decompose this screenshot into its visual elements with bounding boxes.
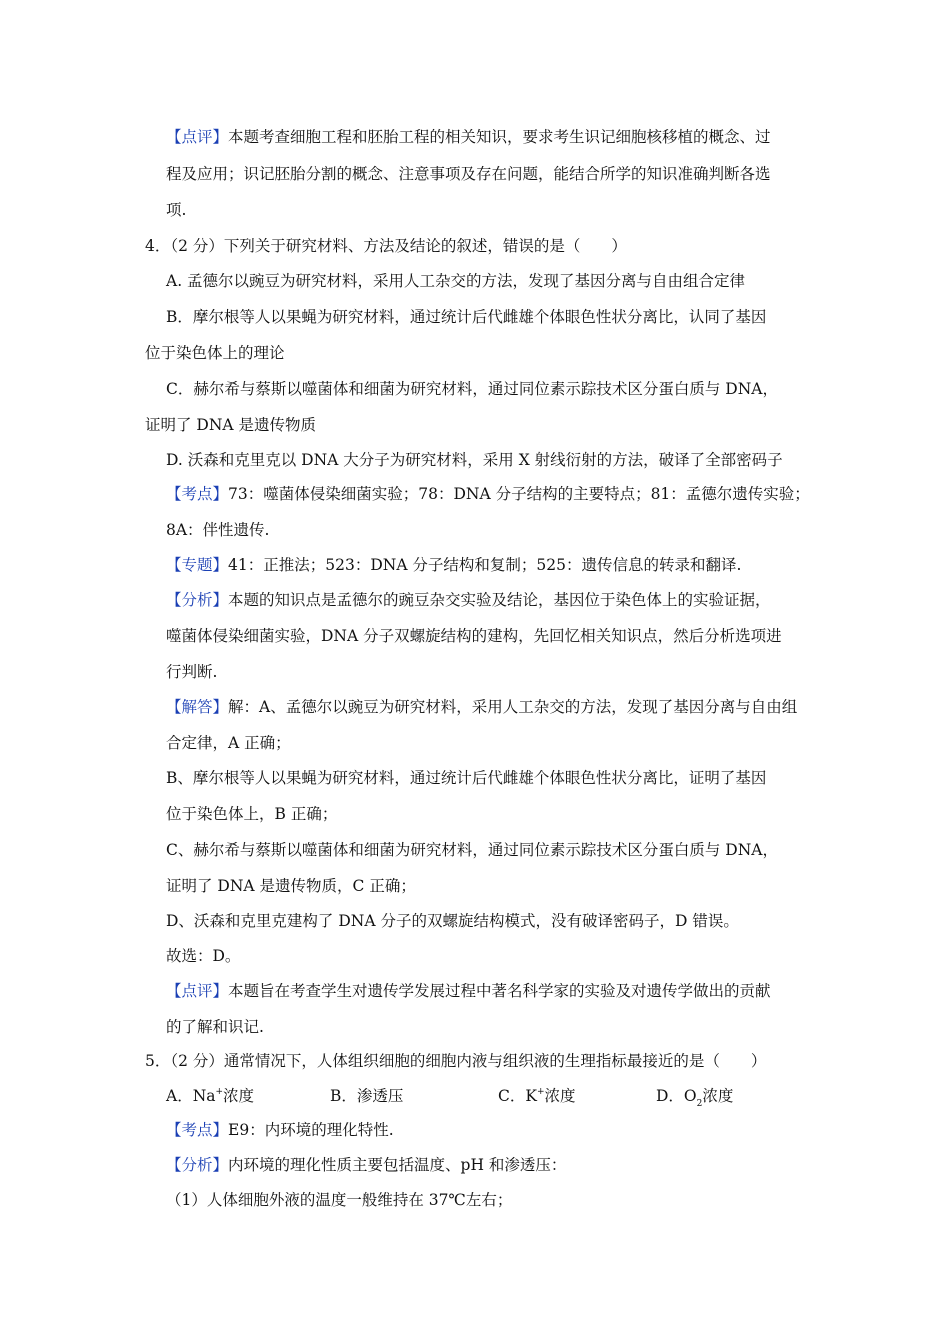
q5-option-d: D．$O_2$浓度 <box>656 1087 734 1110</box>
q4-stem: 4．（2 分）下列关于研究材料、方法及结论的叙述，错误的是（ ） <box>145 237 627 255</box>
q4-option-d: D. 沃森和克里克以 DNA 大分子为研究材料，采用 X 射线衍射的方法，破译了全部密码子 <box>166 451 783 469</box>
q4-option-b-line-2: 位于染色体上的理论 <box>145 344 285 362</box>
q4-kaodian-line-2: 8A：伴性遗传. <box>166 521 270 539</box>
q4-fenxi-line-3: 行判断. <box>166 663 218 681</box>
q3-review-line-1: 【点评】本题考查细胞工程和胚胎工程的相关知识，要求考生识记细胞核移植的概念、过 <box>166 128 771 146</box>
kaodian-tag: 【考点】 <box>166 485 229 503</box>
q5-point-1: （1）人体细胞外液的温度一般维持在 37℃左右； <box>166 1191 513 1209</box>
q4-jieda-line-1: 【解答】解：A、孟德尔以豌豆为研究材料，采用人工杂交的方法，发现了基因分离与自由组 <box>166 698 798 716</box>
q5-kaodian: 【考点】E9：内环境的理化特性. <box>166 1121 394 1139</box>
q5-option-c: C．K+浓度 <box>498 1086 576 1105</box>
q4-dianping-line-1: 【点评】本题旨在考查学生对遗传学发展过程中著名科学家的实验及对遗传学做出的贡献 <box>166 982 771 1000</box>
q4-option-a: A. 孟德尔以豌豆为研究材料，采用人工杂交的方法，发现了基因分离与自由组合定律 <box>166 272 746 290</box>
q3-review-line-2: 程及应用；识记胚胎分割的概念、注意事项及存在问题，能结合所学的知识准确判断各选 <box>166 165 771 183</box>
q4-jieda-line-3: B、摩尔根等人以果蝇为研究材料，通过统计后代雌雄个体眼色性状分离比，证明了基因 <box>166 769 767 787</box>
q3-review-line-3: 项. <box>166 201 187 219</box>
review-tag: 【点评】 <box>166 128 229 146</box>
q4-jieda-line-8: 故选：D。 <box>166 947 241 965</box>
q5-option-a: A．Na+浓度 <box>166 1086 255 1105</box>
q4-jieda-line-2: 合定律，A 正确； <box>166 734 291 752</box>
q4-dianping-line-2: 的了解和识记. <box>166 1018 264 1036</box>
zhuanti-tag: 【专题】 <box>166 556 229 574</box>
kaodian-tag: 【考点】 <box>166 1121 229 1139</box>
q4-jieda-line-6: 证明了 DNA 是遗传物质，C 正确； <box>166 877 416 895</box>
q4-fenxi-line-2: 噬菌体侵染细菌实验，DNA 分子双螺旋结构的建构，先回忆相关知识点，然后分析选项进 <box>166 627 782 645</box>
q4-option-b-line-1: B．摩尔根等人以果蝇为研究材料，通过统计后代雌雄个体眼色性状分离比，认同了基因 <box>166 308 767 326</box>
q4-jieda-line-4: 位于染色体上，B 正确； <box>166 805 338 823</box>
q5-fenxi: 【分析】内环境的理化性质主要包括温度、pH 和渗透压： <box>166 1156 567 1174</box>
q4-zhuanti: 【专题】41：正推法；523：DNA 分子结构和复制；525：遗传信息的转录和翻译. <box>166 556 742 574</box>
q4-option-c-line-1: C．赫尔希与蔡斯以噬菌体和细菌为研究材料，通过同位素示踪技术区分蛋白质与 DNA， <box>166 380 778 398</box>
fenxi-tag: 【分析】 <box>166 1156 229 1174</box>
dianping-tag: 【点评】 <box>166 982 229 1000</box>
q4-fenxi-line-1: 【分析】本题的知识点是孟德尔的豌豆杂交实验及结论，基因位于染色体上的实验证据， <box>166 591 771 609</box>
fenxi-tag: 【分析】 <box>166 591 229 609</box>
q4-option-c-line-2: 证明了 DNA 是遗传物质 <box>145 416 317 434</box>
q4-jieda-line-5: C、赫尔希与蔡斯以噬菌体和细菌为研究材料，通过同位素示踪技术区分蛋白质与 DNA， <box>166 841 778 859</box>
q4-kaodian-line-1: 【考点】73：噬菌体侵染细菌实验；78：DNA 分子结构的主要特点；81：孟德尔遗传实验； <box>166 485 810 503</box>
jieda-tag: 【解答】 <box>166 698 229 716</box>
q4-jieda-line-7: D、沃森和克里克建构了 DNA 分子的双螺旋结构模式，没有破译密码子，D 错误。 <box>166 912 739 930</box>
q5-option-b: B．渗透压 <box>330 1087 404 1105</box>
q5-stem: 5．（2 分）通常情况下，人体组织细胞的细胞内液与组织液的生理指标最接近的是（ ） <box>145 1052 767 1070</box>
